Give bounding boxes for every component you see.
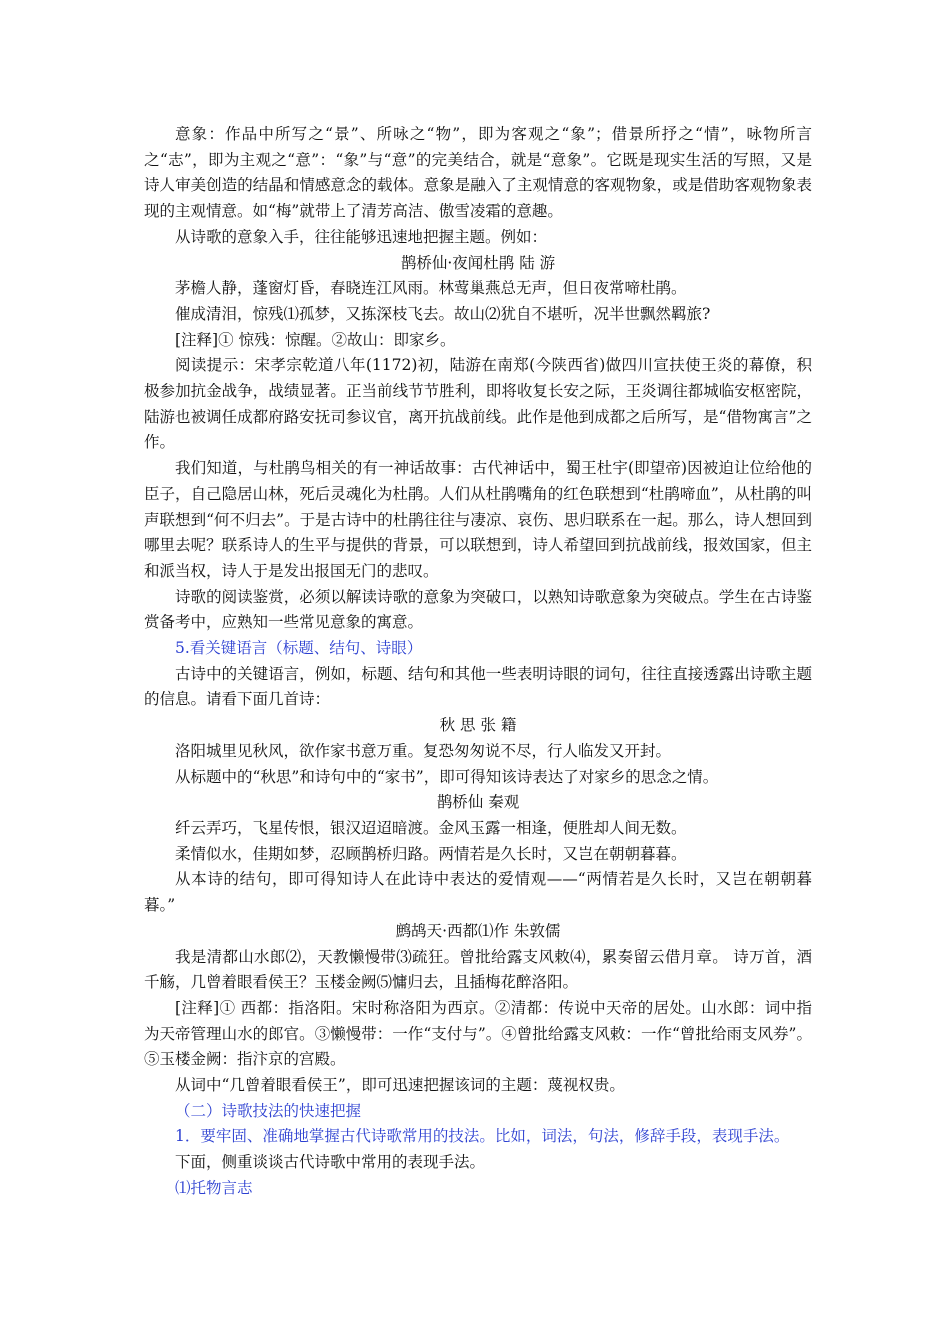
poem-title-queqiaoxian-qinguan: 鹊桥仙 秦观 xyxy=(436,793,520,812)
poem-line: 纤云弄巧，飞星传恨，银汉迢迢暗渡。金风玉露一相逢，便胜却人间无数。 xyxy=(175,818,687,837)
poem-line: 柔情似水，佳期如梦，忍顾鹊桥归路。两情若是久长时，又岂在朝朝暮暮。 xyxy=(175,844,687,863)
poem-line: 茅檐人静，蓬窗灯昏，春晓连江风雨。林莺巢燕总无声，但日夜常啼杜鹃。 xyxy=(175,279,687,298)
poem-title-zhegutian: 鹧鸪天·西都⑴作 朱敦儒 xyxy=(395,921,561,940)
paragraph-expression-intro: 下面，侧重谈谈古代诗歌中常用的表现手法。 xyxy=(175,1153,486,1172)
poem-line: 洛阳城里见秋风，欲作家书意万重。复恐匆匆说不尽，行人临发又开封。 xyxy=(175,741,672,760)
paragraph-techniques-point-1: 1．要牢固、准确地掌握古代诗歌常用的技法。比如，词法，句法，修辞手段，表现手法。 xyxy=(175,1127,790,1146)
paragraph-qiusi-analysis: 从标题中的“秋思”和诗句中的“家书”，即可得知该诗表达了对家乡的思念之情。 xyxy=(175,767,719,786)
paragraph-key-language: 古诗中的关键语言，例如，标题、结句和其他一些表明诗眼的词句，往往直接透露出诗歌主题的信息。请看下面几首诗： xyxy=(144,664,812,709)
subheading-tuowu-yanzhi: ⑴托物言志 xyxy=(175,1178,253,1197)
section-heading-techniques: （二）诗歌技法的快速把握 xyxy=(175,1101,362,1120)
poem-line: 催成清泪，惊残⑴孤梦，又拣深枝飞去。故山⑵犹自不堪听，况半世飘然羁旅? xyxy=(175,304,711,323)
document-body xyxy=(144,122,812,1202)
poem-line: 我是清都山水郎⑵，天教懒慢带⑶疏狂。曾批给露支风敕⑷，累奏留云借月章。 诗万首，酒千觞，几曾着眼看侯王？玉楼金阙⑸慵归去，且插梅花醉洛阳。 xyxy=(144,947,812,992)
paragraph-reading-tip: 阅读提示：宋孝宗乾道八年(1172)初，陆游在南郑(今陕西省)做四川宣扶使王炎的幕僚，积极参加抗金战争，战绩显著。正当前线节节胜利，即将收复长安之际，王炎调往都城临安枢密院，陆游也被调任成都府路安抚司参议官，离开抗战前线。此作是他到成都之后所写，是“借物寓言”之作。 xyxy=(144,356,812,452)
annotation: [注释]① 西都：指洛阳。宋时称洛阳为西京。②清都：传说中天帝的居处。山水郎：词中指为天帝管理山水的郎官。③懒慢带：一作“支付与”。④曾批给露支风敕：一作“曾批给雨支风券”。⑤玉楼金阙：指汴京的宫殿。 xyxy=(144,998,812,1069)
paragraph-zhegutian-analysis: 从词中“几曾着眼看侯王”，即可迅速把握该词的主题：蔑视权贵。 xyxy=(175,1076,625,1095)
poem-title-queqiaoxian-luyou: 鹊桥仙·夜闻杜鹃 陆 游 xyxy=(400,253,556,272)
paragraph-appreciation: 诗歌的阅读鉴赏，必须以解读诗歌的意象为突破口，以熟知诗歌意象为突破点。学生在古诗鉴赏备考中，应熟知一些常见意象的寓意。 xyxy=(144,587,812,632)
paragraph-imagery-intro: 从诗歌的意象入手，往往能够迅速地把握主题。例如： xyxy=(175,227,548,246)
paragraph-imagery-definition: 意象：作品中所写之“景”、所咏之“物”，即为客观之“象”；借景所抒之“情”，咏物所言之“志”，即为主观之“意”：“象”与“意”的完美结合，就是“意象”。它既是现实生活的写照，又是诗人审美创造的结晶和情感意念的载体。意象是融入了主观情意的客观物象，或是借助客观物象表现的主观情意。如“梅”就带上了清芳高洁、傲雪凌霜的意趣。 xyxy=(144,125,812,221)
annotation: [注释]① 惊残：惊醒。②故山：即家乡。 xyxy=(175,330,456,349)
poem-title-qiusi: 秋 思 张 籍 xyxy=(439,716,517,735)
paragraph-qinguan-analysis: 从本诗的结句，即可得知诗人在此诗中表达的爱情观——“两情若是久长时，又岂在朝朝暮暮。” xyxy=(144,870,812,915)
section-heading-key-language: 5.看关键语言（标题、结句、诗眼） xyxy=(175,639,423,658)
paragraph-cuckoo-myth: 我们知道，与杜鹃鸟相关的有一神话故事：古代神话中，蜀王杜宇(即望帝)因被迫让位给他的臣子，自己隐居山林，死后灵魂化为杜鹃。人们从杜鹃嘴角的红色联想到“杜鹃啼血”，从杜鹃的叫声联想到“何不归去”。于是古诗中的杜鹃往往与凄凉、哀伤、思归联系在一起。那么，诗人想回到哪里去呢？联系诗人的生平与提供的背景，可以联想到，诗人希望回到抗战前线，报效国家，但主和派当权，诗人于是发出报国无门的悲叹。 xyxy=(144,459,812,580)
